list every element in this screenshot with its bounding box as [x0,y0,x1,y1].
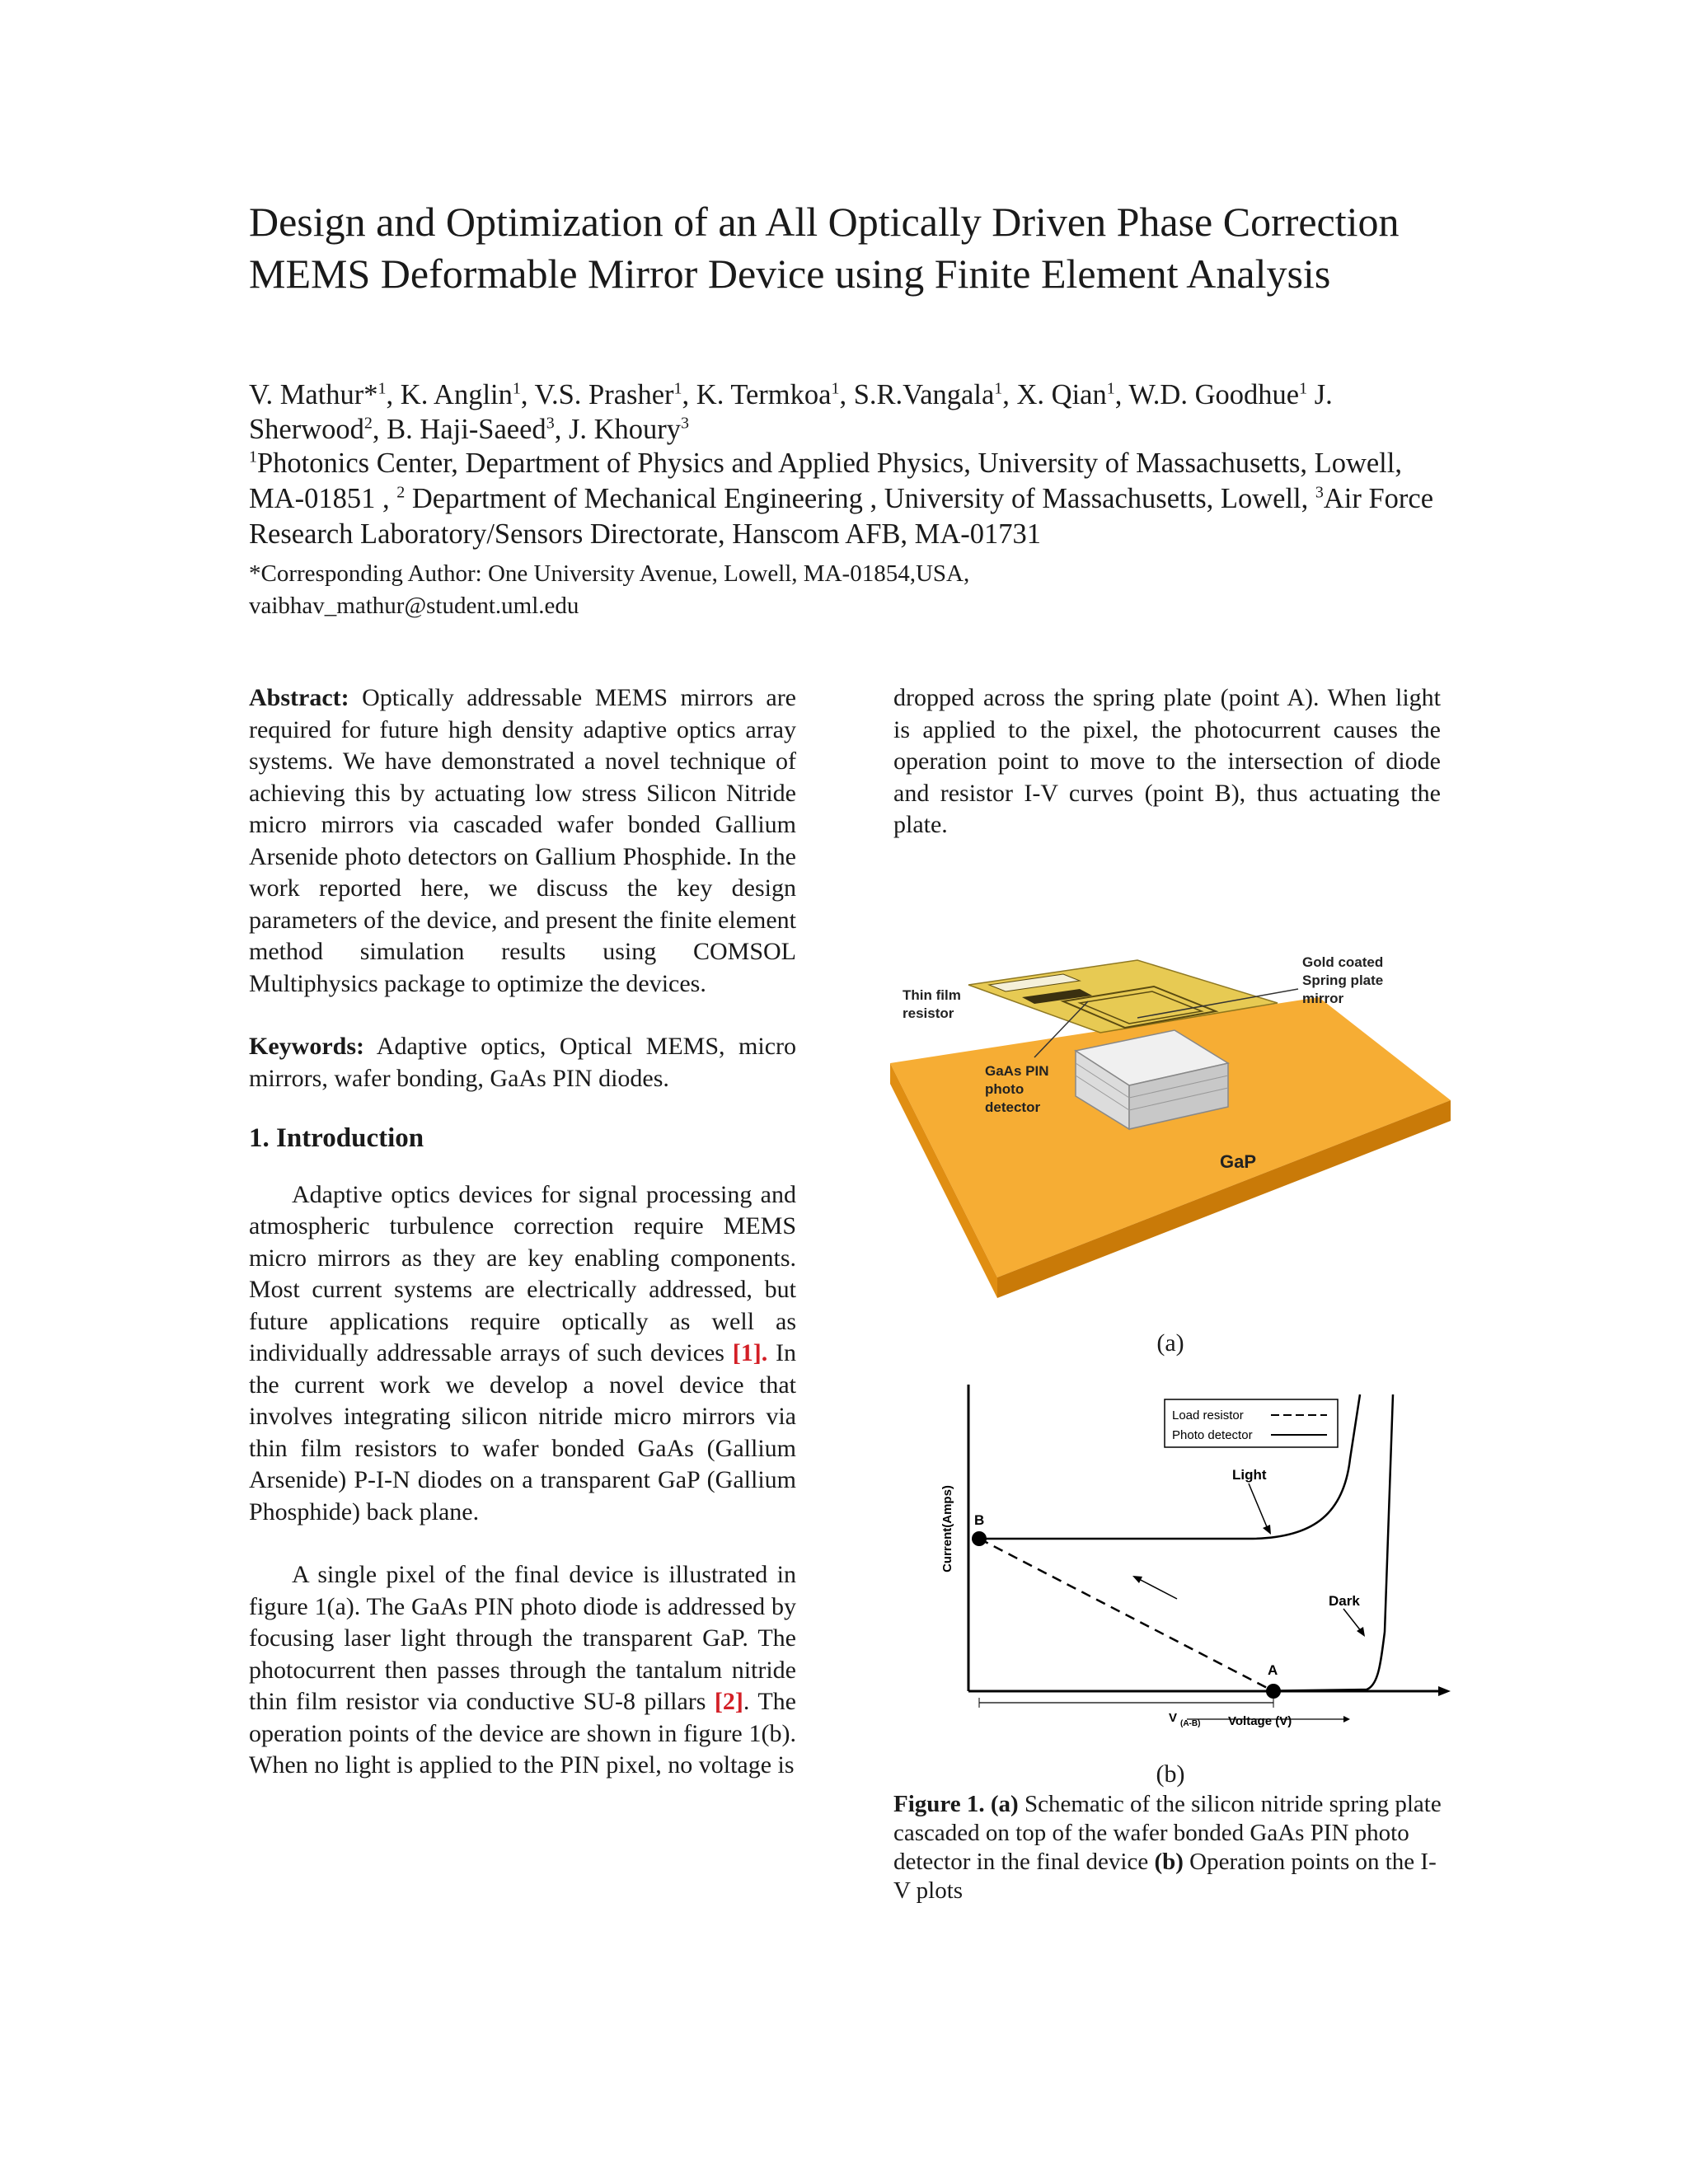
legend-load-label: Load resistor [1172,1408,1244,1422]
author: V. Mathur* [249,379,378,410]
figure-a-label: detector [985,1099,1041,1115]
x-axis-arrow [1438,1686,1451,1696]
load-line [979,1539,1273,1691]
author: J. Khoury [568,414,682,445]
keywords: Keywords: Adaptive optics, Optical MEMS, micro mirrors, wafer bonding, GaAs PIN diodes. [249,1033,796,1092]
author: W.D. Goodhue [1128,379,1300,410]
x-axis-label: Voltage (V) [1228,1714,1292,1728]
author: S.R.Vangala [853,379,995,410]
citation-link[interactable]: [1]. [732,1339,768,1366]
y-axis-label: Current(Amps) [940,1485,954,1572]
intro-paragraph-continued: dropped across the spring plate (point A). When light is applied to the pixel, the photocurrent causes the operation point to move to the intersection of diode and resistor I-V curves (point B), thus actuating the plate. [893,684,1441,838]
affiliation-1: Photonics Center, Department of Physics and Applied Physics, University of Massachusetts, Lowell, MA-01851 , [249,448,1402,514]
right-column [893,682,1441,841]
point-b-label: B [974,1512,985,1528]
dark-label: Dark [1329,1593,1360,1609]
point-b-marker [972,1531,987,1546]
keywords-label: Keywords: [249,1033,364,1060]
intro-paragraph-2: A single pixel of the final device is illustrated in figure 1(a). The GaAs PIN photo diode is addressed by focusing laser light through the transparent GaP. The photocurrent then passes through the tantalum nitride thin film resistor via conductive SU-8 pillars [2]. The operation points of the device are shown in figure 1(b). When no light is applied to the PIN pixel, no voltage is [249,1561,796,1779]
figure-1b-sublabel: (b) [1156,1760,1185,1788]
v-label: V [1169,1711,1178,1725]
author: J. Sherwood [249,379,1333,445]
figure-a-label: Thin film [903,987,961,1003]
corresponding-email[interactable]: vaibhav_mathur@student.uml.edu [249,593,579,619]
abstract: Abstract: Optically addressable MEMS mirrors are required for future high density adaptive optics array systems. We have demonstrated a novel technique of achieving this by actuating low stress Silicon Nitride micro mirrors via cascaded wafer bonded Gallium Arsenide photo detectors on Gallium Phosphide. In the work reported here, we discuss the key design parameters of the device, and present the finite element method simulation results using COMSOL Multiphysics package to optimize the devices. [249,684,796,997]
author: V.S. Prasher [534,379,674,410]
author: B. Haji-Saeed [387,414,546,445]
paper-title: Design and Optimization of an All Optically Driven Phase Correction MEMS Deformable Mirror Device using Finite Element Analysis [249,199,1400,297]
figure-a-label: GaP [1220,1151,1257,1172]
figure-a-label: Spring plate [1302,972,1384,988]
left-column [249,682,796,1782]
author: K. Termkoa [696,379,832,410]
point-a-label: A [1268,1662,1278,1678]
figure-1a-schematic [890,952,1451,1298]
section-heading: 1. Introduction [249,1123,424,1153]
figure-a-label: Gold coated [1302,954,1384,970]
legend [1165,1399,1338,1447]
figure-1b-iv-plot [940,1385,1451,1728]
direction-arrow [1136,1577,1177,1599]
figure-caption: Figure 1. (a) Schematic of the silicon nitride spring plate cascaded on top of the wafer bonded GaAs PIN photo detector in the final device (b) Operation points on the I-V plots [893,1791,1442,1904]
affiliations: $^1$Photonics Center, Department of Physics and Applied Physics, University of Massachusetts, Lowell, MA-01851 , $^2$ Department of Mechanical Engineering , University of Massachusetts, Lowell, $^3$Air Force Research Laboratory/Sensors Directorate, Hanscom AFB, MA-01731 [249,448,1434,550]
figure-a-label: resistor [903,1005,954,1021]
citation-link[interactable]: [2] [714,1688,743,1715]
v-subscript: (A-B) [1180,1719,1201,1728]
point-a-marker [1266,1684,1281,1699]
affiliation-2: Department of Mechanical Engineering , University of Massachusetts, Lowell, [405,483,1315,514]
legend-photo-label: Photo detector [1172,1428,1253,1442]
author: X. Qian [1016,379,1107,410]
corresponding-address: *Corresponding Author: One University Avenue, Lowell, MA-01854,USA, [249,560,970,587]
figure-a-label: mirror [1302,991,1344,1006]
direction-arrowhead [1132,1576,1142,1583]
author-list: V. Mathur*$^1$, K. Anglin$^1$, V.S. Prasher$^1$, K. Termkoa$^1$, S.R.Vangala$^1$, X. Qian$^1$, W.D. Goodhue$^1$ J. Sherwood$^2$, B. Haji-Saeed$^3$, J. Khoury$^3$ [249,379,1333,445]
figure-1a-sublabel: (a) [1156,1329,1184,1357]
figure-a-label: photo [985,1081,1025,1097]
intro-paragraph-1: Adaptive optics devices for signal processing and atmospheric turbulence correction require MEMS micro mirrors as they are key enabling components. Most current systems are electrically addressed, but future applications require optically as well as individually addressable arrays of such devices [1]. In the current work we develop a novel device that involves integrating silicon nitride micro mirrors via thin film resistors to wafer bonded GaAs (Gallium Arsenide) P-I-N diodes on a transparent GaP (Gallium Phosphide) back plane. [249,1180,796,1526]
light-label: Light [1232,1467,1267,1483]
corresponding-author [249,558,1452,622]
figure-a-label: GaAs PIN [985,1063,1049,1079]
abstract-label: Abstract: [249,684,349,711]
author: K. Anglin [400,379,513,410]
affiliation-3: Air Force Research Laboratory/Sensors Directorate, Hanscom AFB, MA-01731 [249,483,1434,550]
